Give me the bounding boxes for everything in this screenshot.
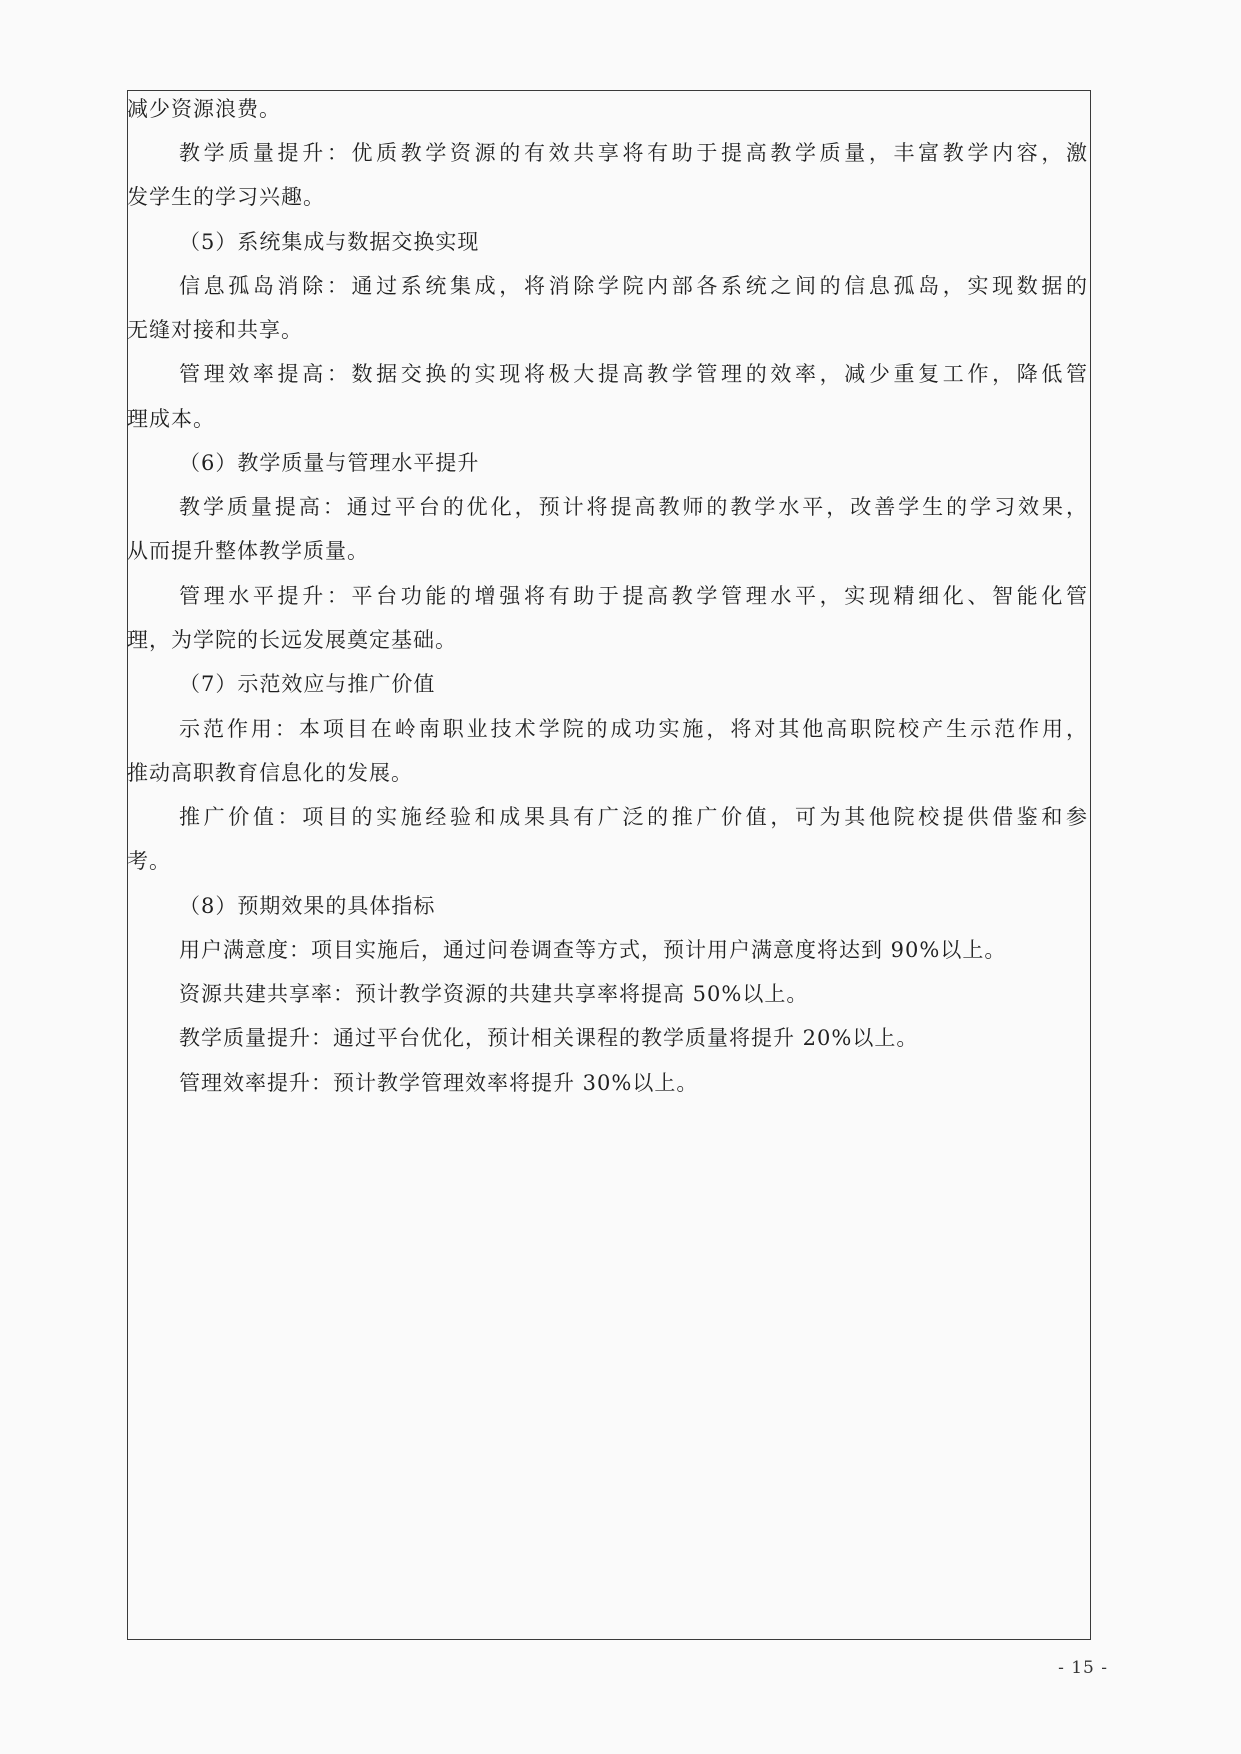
text-line: 信息孤岛消除：通过系统集成，将消除学院内部各系统之间的信息孤岛，实现数据的 [179,274,1087,298]
text-line: 管理水平提升：平台功能的增强将有助于提高教学管理水平，实现精细化、智能化管 [179,584,1087,608]
text-line: 减少资源浪费。 [127,97,281,121]
section-heading: （8）预期效果的具体指标 [179,894,436,918]
page-number: - 15 - [1058,1658,1108,1678]
section-heading: （6）教学质量与管理水平提升 [179,451,480,475]
text-line: 推动高职教育信息化的发展。 [127,761,413,785]
text-line: 考。 [127,849,171,873]
text-line: 用户满意度：项目实施后，通过问卷调查等方式，预计用户满意度将达到 90%以上。 [179,938,1007,962]
section-heading: （5）系统集成与数据交换实现 [179,230,480,254]
text-line: 管理效率提高：数据交换的实现将极大提高教学管理的效率，减少重复工作，降低管 [179,362,1087,386]
text-line: 教学质量提高：通过平台的优化，预计将提高教师的教学水平，改善学生的学习效果， [179,495,1087,519]
text-line: 发学生的学习兴趣。 [127,185,325,209]
text-line: 教学质量提升：优质教学资源的有效共享将有助于提高教学质量，丰富教学内容，激 [179,141,1087,165]
text-line: 理，为学院的长远发展奠定基础。 [127,628,457,652]
text-line: 理成本。 [127,407,215,431]
section-heading: （7）示范效应与推广价值 [179,672,436,696]
text-line: 从而提升整体教学质量。 [127,539,369,563]
text-line: 示范作用：本项目在岭南职业技术学院的成功实施，将对其他高职院校产生示范作用， [179,717,1087,741]
text-line: 教学质量提升：通过平台优化，预计相关课程的教学质量将提升 20%以上。 [179,1026,919,1050]
text-line: 资源共建共享率：预计教学资源的共建共享率将提高 50%以上。 [179,982,809,1006]
text-line: 推广价值：项目的实施经验和成果具有广泛的推广价值，可为其他院校提供借鉴和参 [179,805,1087,829]
text-line: 管理效率提升：预计教学管理效率将提升 30%以上。 [179,1071,699,1095]
text-line: 无缝对接和共享。 [127,318,303,342]
